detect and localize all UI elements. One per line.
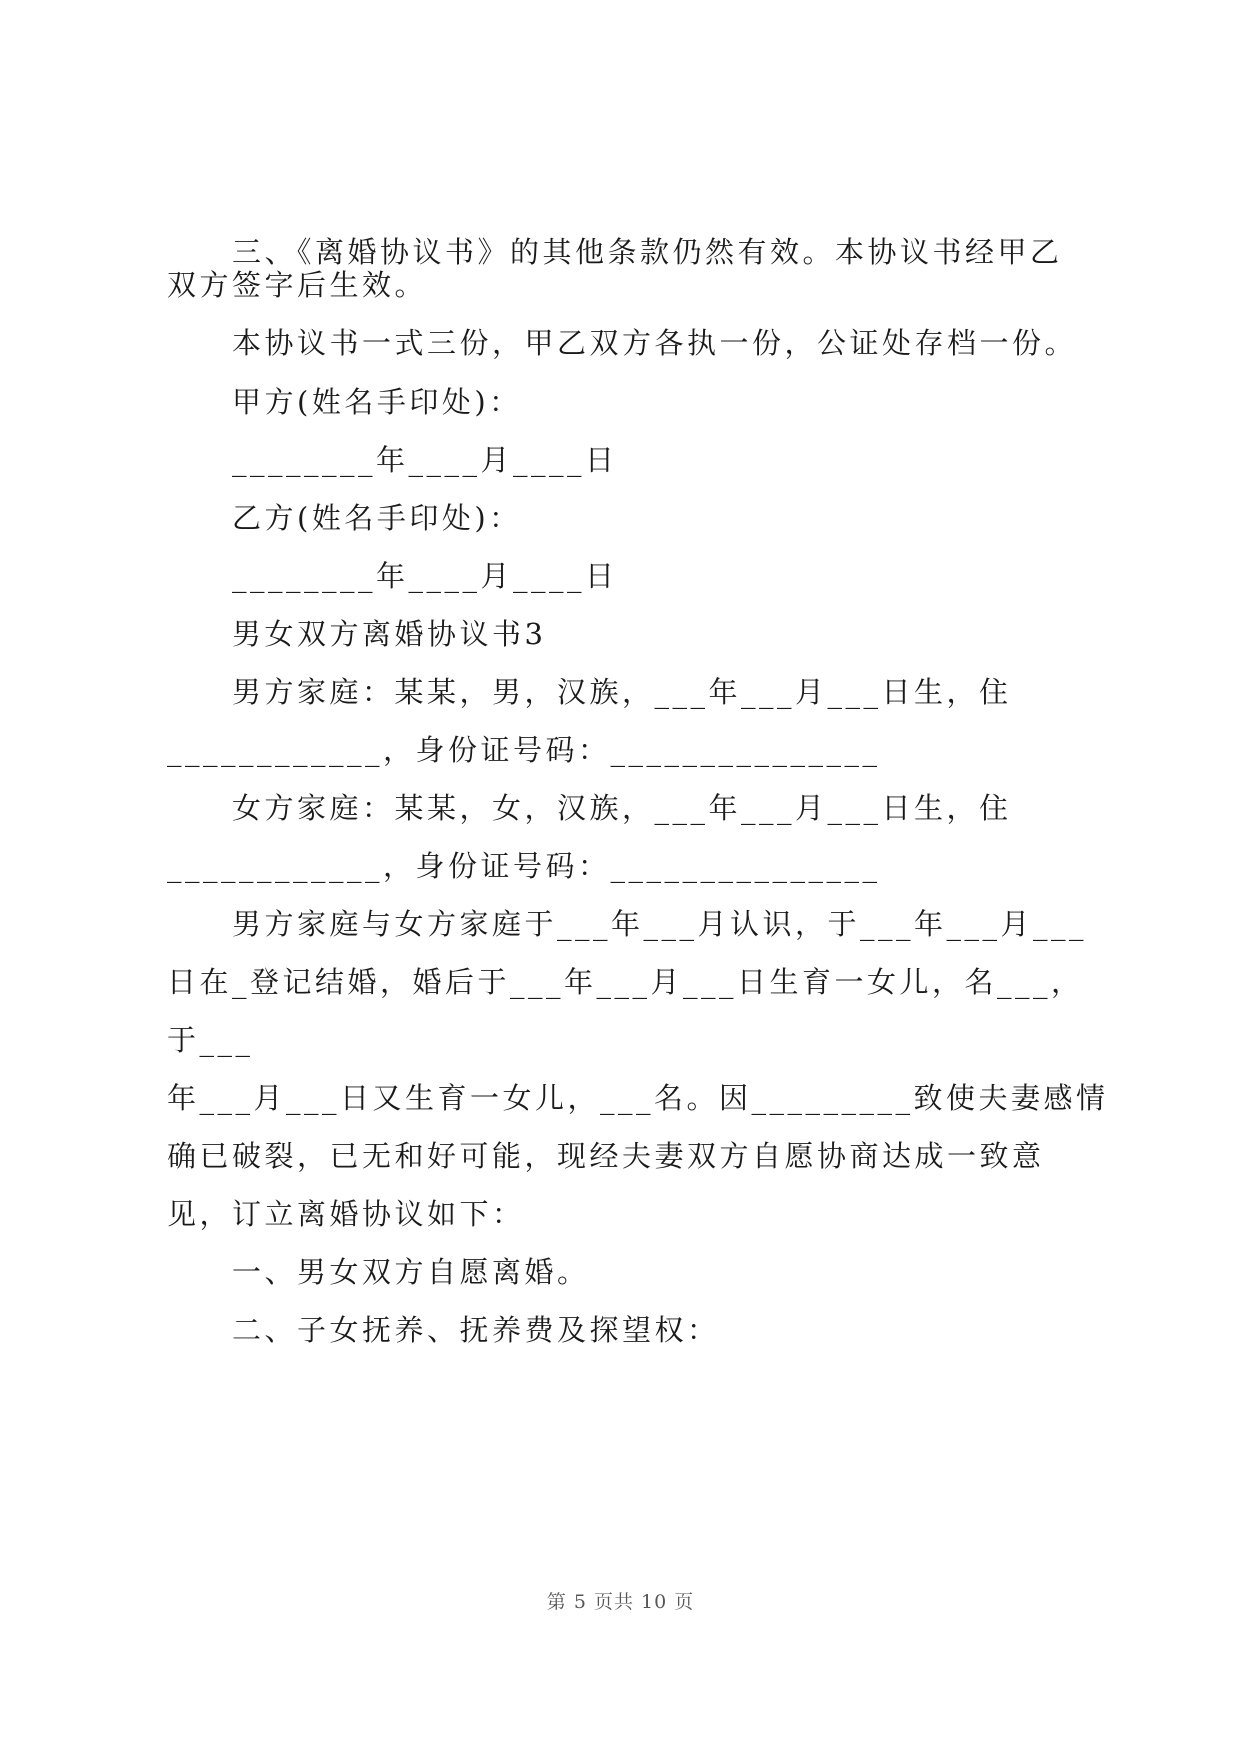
party-a-date-blank: ________年____月____日 — [232, 443, 618, 477]
clause-2: 二、子女抚养、抚养费及探望权： — [232, 1313, 720, 1347]
body-line-13: 男方家庭与女方家庭于___年___月认识，于___年___月___ — [232, 907, 1088, 941]
body-line-18: 见，订立离婚协议如下： — [167, 1197, 525, 1231]
body-line-17: 确已破裂，已无和好可能，现经夫妻双方自愿协商达成一致意 — [167, 1139, 1045, 1173]
page-footer: 第 5 页共 10 页 — [546, 1591, 695, 1613]
section-heading: 男女双方离婚协议书3 — [232, 617, 547, 651]
body-line-14: 日在_登记结婚，婚后于___年___月___日生育一女儿，名___， — [167, 965, 1084, 999]
party-b-date-blank: ________年____月____日 — [232, 559, 618, 593]
body-line-3: 本协议书一式三份，甲乙双方各执一份，公证处存档一份。 — [232, 326, 1078, 360]
male-family-line: 男方家庭：某某，男，汉族，___年___月___日生，住 — [232, 675, 1012, 709]
party-a-label: 甲方(姓名手印处)： — [232, 385, 522, 419]
body-line-2: 双方签字后生效。 — [167, 268, 428, 302]
clause-1: 一、男女双方自愿离婚。 — [232, 1255, 590, 1289]
body-line-15: 于___ — [167, 1023, 254, 1057]
body-line-1: 三、《离婚协议书》的其他条款仍然有效。本协议书经甲乙 — [232, 235, 1063, 269]
male-id-line: ____________，身份证号码：_______________ — [167, 733, 881, 767]
body-line-16: 年___月___日又生育一女儿，___名。因_________致使夫妻感情 — [167, 1081, 1109, 1115]
female-id-line: ____________，身份证号码：_______________ — [167, 849, 881, 883]
party-b-label: 乙方(姓名手印处)： — [232, 501, 522, 535]
female-family-line: 女方家庭：某某，女，汉族，___年___月___日生，住 — [232, 791, 1012, 825]
